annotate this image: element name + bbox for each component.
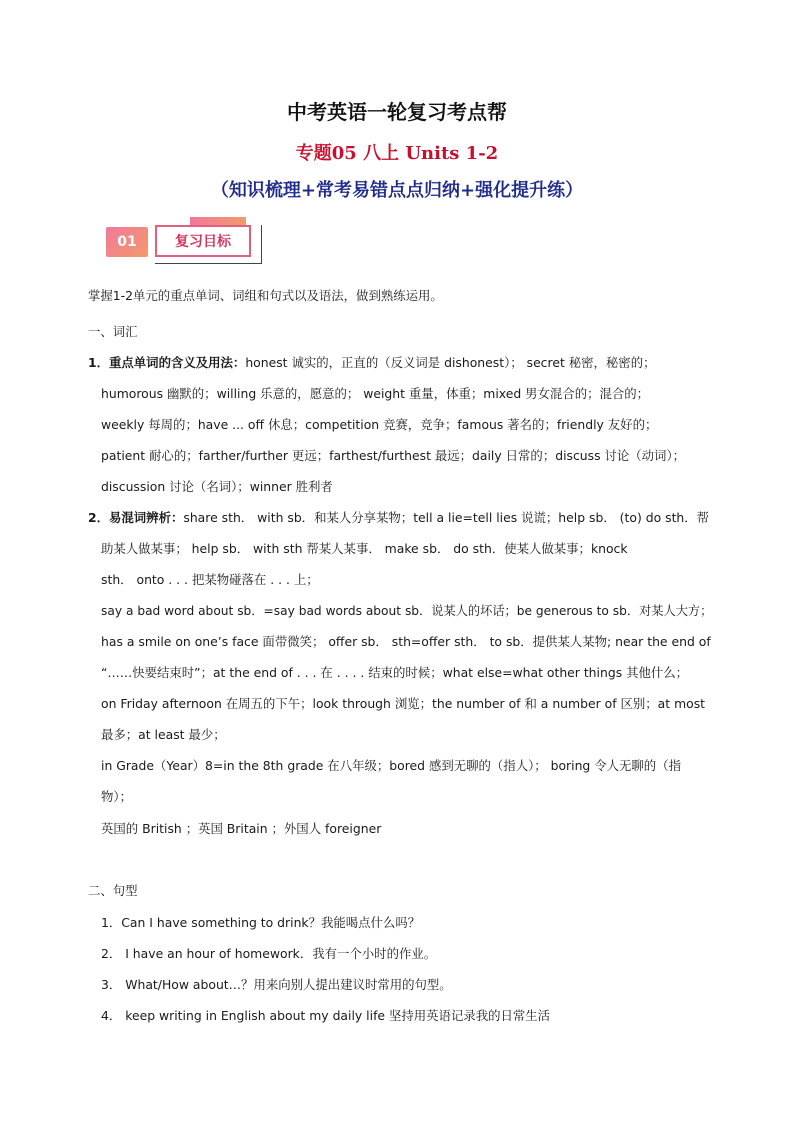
badge-underline [155, 263, 262, 264]
vocab-item1-line: patient 耐心的；farther/further 更远；farthest/furthest 最远；daily 日常的；discuss 讨论（动词）； [101, 448, 686, 463]
sentences-heading: 二、句型 [88, 883, 138, 898]
vocab-item1-line: discussion 讨论（名词）；winner 胜利者 [101, 479, 333, 494]
vocab-item2-line: in Grade（Year）8=in the 8th grade 在八年级；bored 感到无聊的（指人）； boring 令人无聊的（指 [101, 758, 681, 773]
sentence-item: 3． What/How about…？用来向别人提出建议时常用的句型。 [101, 977, 452, 992]
page-subtitle: 专题05 八上 Units 1-2 [295, 143, 499, 164]
vocab-item2-line: 物）； [101, 789, 132, 804]
page-title: 中考英语一轮复习考点帮 [287, 100, 507, 124]
page-tagline: （知识梳理+常考易错点点归纳+强化提升练） [210, 180, 584, 201]
vocab-heading: 一、词汇 [88, 324, 138, 339]
vocab-item2-line: on Friday afternoon 在周五的下午；look through 浏览；the number of 和 a number of 区别；at most [101, 696, 706, 711]
objective-text: 掌握1-2单元的重点单词、词组和句式以及语法，做到熟练运用。 [88, 288, 443, 303]
vocab-item1-label: 1．重点单词的含义及用法： [88, 355, 246, 370]
vocab-item2-line: 助某人做某事； help sb． with sth 帮某人某事． make sb． do sth．使某人做某事；knock [101, 541, 628, 556]
vocab-item2-line: 英国的 British ；英国 Britain ；外国人 foreigner [101, 821, 382, 836]
vocab-item2-line: has a smile on one’s face 面带微笑； offer sb． sth=offer sth． to sb．提供某人某物; near the end of [101, 634, 711, 649]
vocab-item2-text: share sth． with sb．和某人分享某物；tell a lie=tell lies 说谎；help sb． (to) do sth．帮 [183, 510, 710, 525]
sentence-item: 4． keep writing in English about my daily life 坚持用英语记录我的日常生活 [101, 1008, 551, 1023]
vocab-item1-text: honest 诚实的，正直的（反义词是 dishonest）； secret 秘密，秘密的； [245, 355, 656, 370]
section-label: 复习目标 [155, 225, 251, 257]
section-badge [100, 217, 262, 265]
vocab-item2-label: 2．易混词辨析： [88, 510, 184, 525]
vocab-item2-line: 最多；at least 最少； [101, 727, 226, 742]
badge-sideline [261, 225, 262, 264]
sentence-item: 2． I have an hour of homework．我有一个小时的作业。 [101, 946, 437, 961]
section-number: 01 [106, 227, 148, 257]
vocab-item1-line: weekly 每周的；have ... off 休息；competition 竞赛，竞争；famous 著名的；friendly 友好的； [101, 417, 658, 432]
vocab-item1-line [88, 355, 655, 371]
vocab-item1-line: humorous 幽默的；willing 乐意的，愿意的； weight 重量，体重；mixed 男女混合的；混合的； [101, 386, 650, 401]
sentence-item: 1．Can I have something to drink？我能喝点什么吗？ [101, 915, 421, 930]
vocab-item2-line: “……快要结束时”；at the end of . . . 在 . . . . 结束的时候；what else=what other things 其他什么； [101, 665, 689, 680]
vocab-item2-line [88, 510, 709, 526]
vocab-item2-line: say a bad word about sb．=say bad words about sb．说某人的坏话；be generous to sb．对某人大方； [101, 603, 713, 618]
vocab-item2-line: sth． onto . . . 把某物碰落在 . . . 上； [101, 572, 319, 587]
